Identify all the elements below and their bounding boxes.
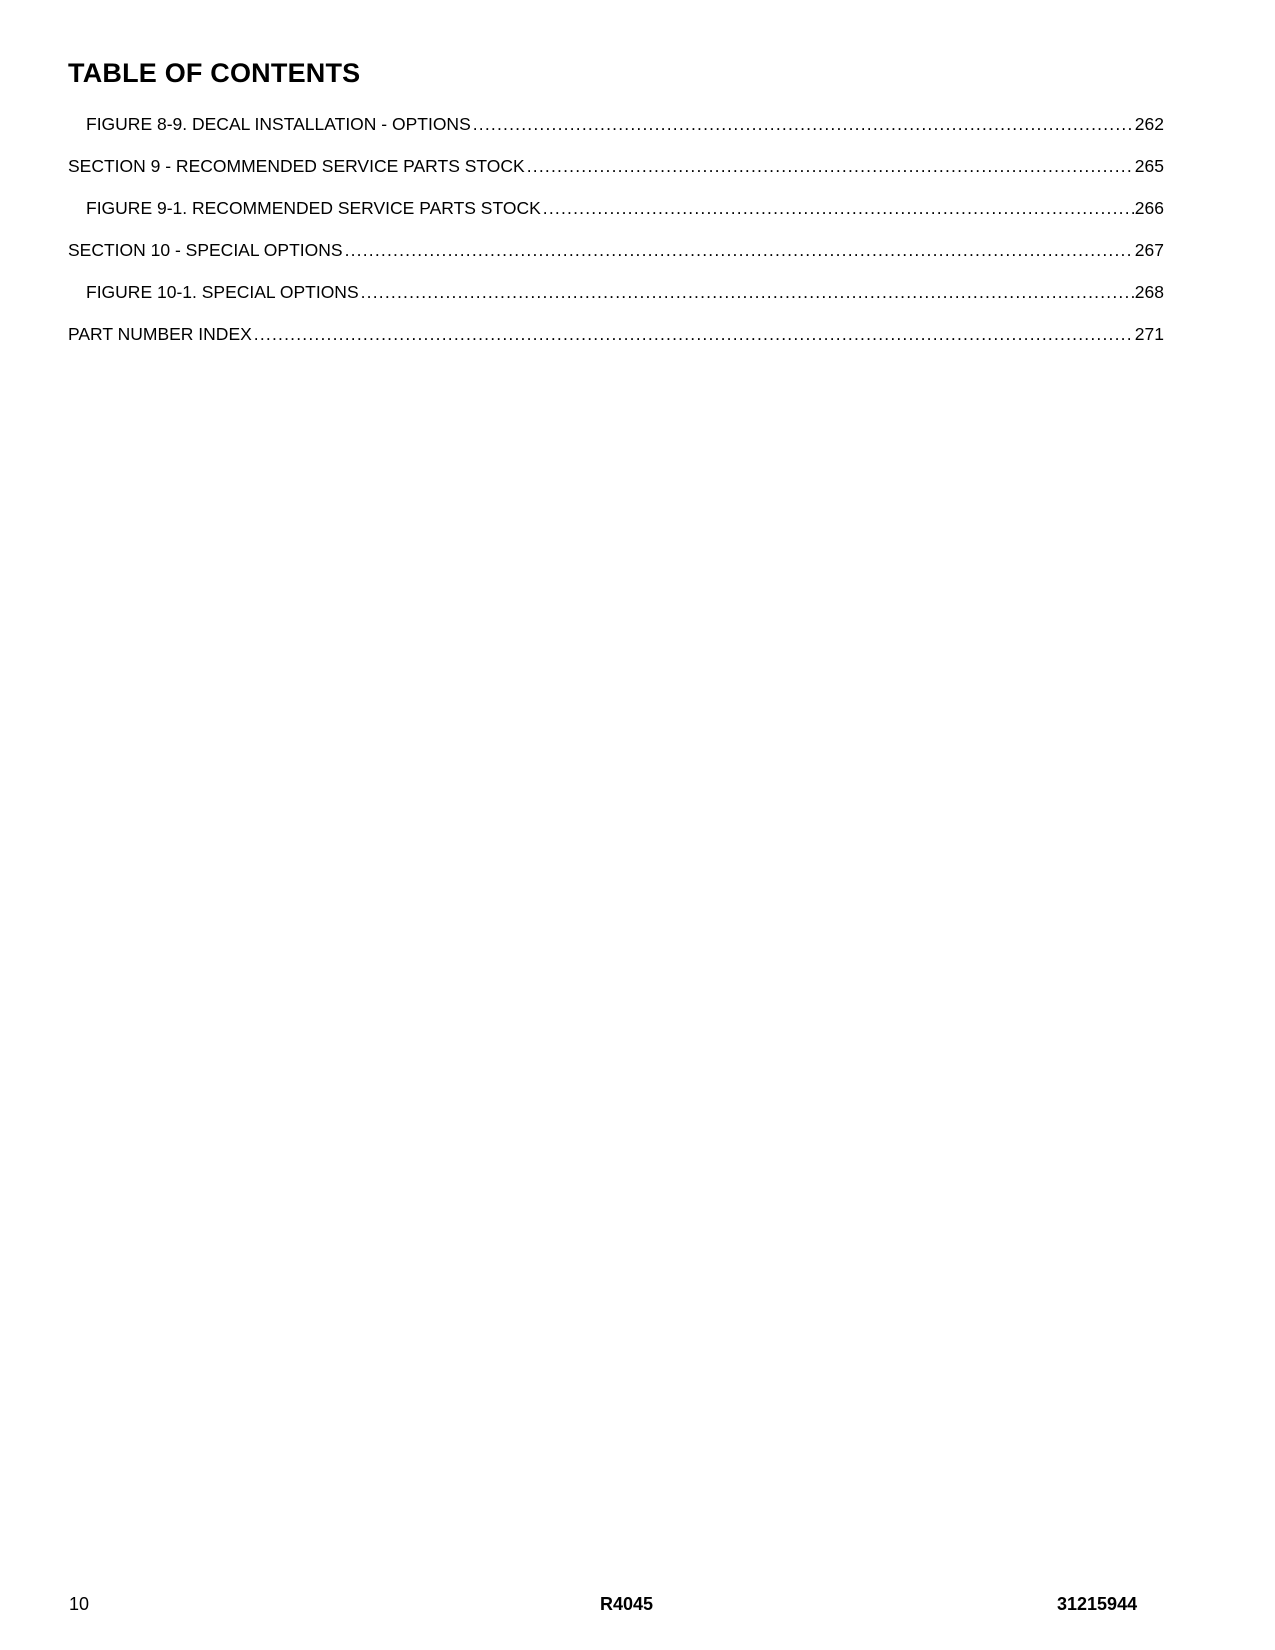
- toc-dot-leader: [543, 196, 1134, 220]
- toc-entry-part-number-index[interactable]: [68, 322, 1164, 346]
- toc-entry-page: 268: [1134, 282, 1164, 302]
- toc-entry-page: 262: [1134, 114, 1164, 134]
- toc-dot-leader: [254, 322, 1134, 346]
- toc-entry-page: 271: [1134, 324, 1164, 344]
- footer-page-number: 10: [69, 1594, 90, 1614]
- toc-entry-label: FIGURE 8-9. DECAL INSTALLATION - OPTIONS: [86, 114, 471, 134]
- toc-entry-section-9[interactable]: [68, 154, 1164, 178]
- toc-dot-leader: [473, 112, 1134, 136]
- toc-dot-leader: [361, 280, 1134, 304]
- toc-entry-figure-9-1[interactable]: [86, 196, 1164, 220]
- toc-entry-label: FIGURE 10-1. SPECIAL OPTIONS: [86, 282, 359, 302]
- toc-entry-label: PART NUMBER INDEX: [68, 324, 252, 344]
- footer-document-number: 31215944: [1057, 1594, 1138, 1614]
- toc-entry-label: SECTION 9 - RECOMMENDED SERVICE PARTS STOCK: [68, 156, 525, 176]
- page-title: TABLE OF CONTENTS: [68, 58, 361, 88]
- toc-entry-figure-10-1[interactable]: [86, 280, 1164, 304]
- toc-entry-label: FIGURE 9-1. RECOMMENDED SERVICE PARTS STOCK: [86, 198, 541, 218]
- toc-entry-section-10[interactable]: [68, 238, 1164, 262]
- toc-entry-page: 265: [1134, 156, 1164, 176]
- toc-entry-label: SECTION 10 - SPECIAL OPTIONS: [68, 240, 343, 260]
- toc-entry-page: 267: [1134, 240, 1164, 260]
- toc-entry-page: 266: [1134, 198, 1164, 218]
- toc-dot-leader: [527, 154, 1134, 178]
- toc-dot-leader: [345, 238, 1134, 262]
- footer-model: R4045: [600, 1594, 654, 1614]
- toc-entry-figure-8-9[interactable]: [86, 112, 1164, 136]
